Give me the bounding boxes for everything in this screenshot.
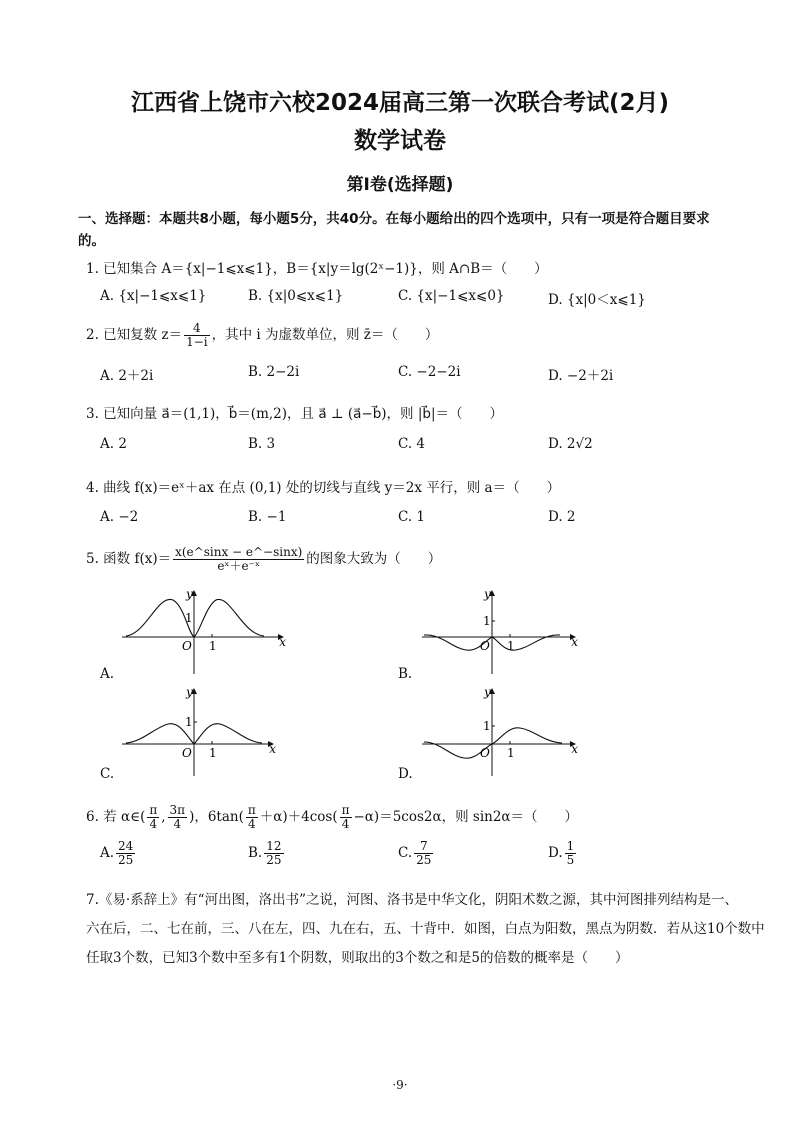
question-4-option-c: C. 1 xyxy=(398,509,426,525)
question-6-option-b xyxy=(248,840,286,867)
question-2-frac-den: 1−i xyxy=(186,335,208,349)
question-5-frac-num: x(e^sinx − e^−sinx) xyxy=(175,545,303,559)
question-6-frac-1 xyxy=(147,804,159,831)
question-6-option-a-frac xyxy=(116,840,135,867)
question-6-option-d-den: 5 xyxy=(566,853,575,867)
question-5-option-b: B. xyxy=(398,666,413,682)
question-2-fraction xyxy=(184,322,210,349)
graph-b-x-label: x xyxy=(571,635,578,649)
question-6-option-b-frac xyxy=(264,840,283,867)
question-2-stem xyxy=(86,322,438,349)
question-2-option-a: A. 2＋2i xyxy=(100,368,154,384)
graph-d-tick-x: 1 xyxy=(507,746,515,760)
question-7-line3: 任取3个数，已知3个数中至多有1个阴数，则取出的3个数之和是5的倍数的概率是（ ） xyxy=(86,950,629,966)
graph-c-y-label: y xyxy=(186,686,193,699)
graph-a-tick-x: 1 xyxy=(209,639,217,653)
question-6-option-a xyxy=(100,840,137,867)
graph-c-x-label: x xyxy=(269,742,276,756)
graph-d xyxy=(418,686,588,778)
question-6-option-c-frac xyxy=(414,840,433,867)
question-2-frac-num: 4 xyxy=(184,322,210,336)
question-3-option-d: D. 2√2 xyxy=(548,436,593,452)
graph-b-origin: O xyxy=(480,639,490,653)
question-6-stem: 6. 若 α∈( $\frac{\pi}{4}$ , $\frac{3\pi}{4}$ )，6tan( $\frac{\pi}{4}$ ＋α)＋4cos( $\frac{\pi}{4}$ −α)＝5cos2α，则 sin2α＝（ ） xyxy=(86,803,579,831)
question-3-option-a: A. 2 xyxy=(100,436,127,452)
question-6-option-d-num: 1 xyxy=(566,839,575,853)
section-title: 第I卷(选择题) xyxy=(346,175,454,195)
graph-b-tick-x: 1 xyxy=(507,639,515,653)
question-6-option-c-num: 7 xyxy=(414,840,433,854)
question-1-option-b: B. {x|0⩽x⩽1} xyxy=(248,288,344,304)
question-5-fraction xyxy=(173,546,304,573)
question-2-option-c: C. −2−2i xyxy=(398,364,461,380)
graph-b-tick-y: 1 xyxy=(483,614,491,628)
graph-a-origin: O xyxy=(182,639,192,653)
question-1-option-c: C. {x|−1⩽x⩽0} xyxy=(398,288,505,304)
question-4-option-b: B. −1 xyxy=(248,509,287,525)
question-1-option-d: D. {x|0＜x⩽1} xyxy=(548,292,646,308)
question-5-option-c: C. xyxy=(100,766,115,782)
page-number: ·9· xyxy=(392,1078,408,1092)
question-6-stem-a: 6. 若 α∈( xyxy=(86,809,146,825)
question-6-frac-3-den: 4 xyxy=(247,817,256,831)
graph-b-y-label: y xyxy=(484,588,491,601)
graph-a xyxy=(118,588,288,676)
question-6-option-d-frac xyxy=(565,840,577,867)
question-2-option-b: B. 2−2i xyxy=(248,364,300,380)
graph-d-tick-y: 1 xyxy=(483,719,491,733)
question-5-option-d: D. xyxy=(398,766,413,782)
question-6-frac-2 xyxy=(168,804,188,831)
question-2-stem-pre: 2. 已知复数 z＝ xyxy=(86,327,183,343)
graph-c-origin: O xyxy=(182,746,192,760)
question-6-option-a-den: 25 xyxy=(118,853,134,867)
question-6-frac-2-num: 3π xyxy=(169,803,186,817)
question-5-option-a: A. xyxy=(100,666,115,682)
question-6-option-b-label: B. xyxy=(248,845,263,861)
question-5-stem xyxy=(86,546,441,573)
question-5-frac-den: eˣ＋e⁻ˣ xyxy=(217,559,261,573)
question-6-option-c-den: 25 xyxy=(416,853,432,867)
question-6-option-d-label: D. xyxy=(548,845,563,861)
question-6-option-a-num: 24 xyxy=(118,839,134,853)
question-1-stem: 1. 已知集合 A＝{x|−1⩽x⩽1}，B＝{x|y＝lg(2ˣ−1)}，则 A∩B＝（ ） xyxy=(86,261,548,277)
graph-d-curve xyxy=(424,728,562,758)
question-6-option-a-label: A. xyxy=(100,845,115,861)
graph-a-x-label: x xyxy=(279,635,286,649)
graph-a-tick-y: 1 xyxy=(185,611,193,625)
question-6-frac-1-num: π xyxy=(149,803,158,817)
question-2-option-d: D. −2＋2i xyxy=(548,368,614,384)
question-2-stem-post: ，其中 i 为虚数单位，则 z̄＝（ ） xyxy=(211,327,439,343)
question-5-stem-pre: 5. 函数 f(x)＝ xyxy=(86,551,172,567)
question-6-option-b-num: 12 xyxy=(266,839,282,853)
question-7-line2: 六在后，二、七在前，三、八在左，四、九在右，五、十背中．如图，白点为阳数，黑点为阴数．若从这10个数中 xyxy=(86,921,765,937)
exam-subject: 数学试卷 xyxy=(354,128,446,154)
exam-title: 江西省上饶市六校2024届高三第一次联合考试(2月) xyxy=(130,90,670,116)
question-1-option-a: A. {x|−1⩽x⩽1} xyxy=(100,288,207,304)
graph-b xyxy=(418,588,588,676)
question-6-frac-4-num: π xyxy=(341,803,350,817)
question-6-frac-3-num: π xyxy=(247,803,256,817)
graph-d-x-label: x xyxy=(571,742,578,756)
graph-a-curve xyxy=(126,599,264,637)
question-6-stem-b: )，6tan( xyxy=(189,809,244,825)
question-7-line1: 7.《易·系辞上》有“河出图，洛出书”之说，河图、洛书是中华文化，阴阳术数之源，其中河图排列结构是一、 xyxy=(86,892,738,908)
graph-c xyxy=(118,686,288,778)
question-3-option-b: B. 3 xyxy=(248,436,276,452)
question-6-frac-3 xyxy=(246,804,258,831)
graph-d-origin: O xyxy=(480,746,490,760)
question-6-frac-1-den: 4 xyxy=(149,817,158,831)
question-6-stem-c: ＋α)＋4cos( xyxy=(259,809,338,825)
question-6-stem-d: −α)＝5cos2α，则 sin2α＝（ ） xyxy=(353,809,579,825)
graph-d-y-label: y xyxy=(484,686,491,699)
question-6-option-c xyxy=(398,840,435,867)
question-4-option-a: A. −2 xyxy=(100,509,139,525)
question-6-option-d xyxy=(548,840,578,867)
question-6-option-c-label: C. xyxy=(398,845,413,861)
graph-c-tick-x: 1 xyxy=(209,746,217,760)
graph-a-y-label: y xyxy=(186,588,193,601)
question-5-stem-post: 的图象大致为（ ） xyxy=(306,551,442,567)
instructions-line2: 的。 xyxy=(78,233,105,249)
question-6-frac-4 xyxy=(340,804,352,831)
question-3-stem: 3. 已知向量 a⃗＝(1,1)，b⃗＝(m,2)，且 a⃗ ⊥ (a⃗−b⃗)，则 |b⃗|＝（ ） xyxy=(86,406,504,422)
question-6-option-b-den: 25 xyxy=(266,853,282,867)
question-6-frac-2-den: 4 xyxy=(173,817,182,831)
instructions-line1: 一、选择题：本题共8小题，每小题5分，共40分。在每小题给出的四个选项中，只有一项是符合题目要求 xyxy=(78,211,710,227)
graph-c-tick-y: 1 xyxy=(185,715,193,729)
question-4-stem: 4. 曲线 f(x)＝eˣ＋ax 在点 (0,1) 处的切线与直线 y＝2x 平行，则 a＝（ ） xyxy=(86,480,561,496)
question-4-option-d: D. 2 xyxy=(548,509,576,525)
question-3-option-c: C. 4 xyxy=(398,436,426,452)
question-6-frac-4-den: 4 xyxy=(341,817,350,831)
